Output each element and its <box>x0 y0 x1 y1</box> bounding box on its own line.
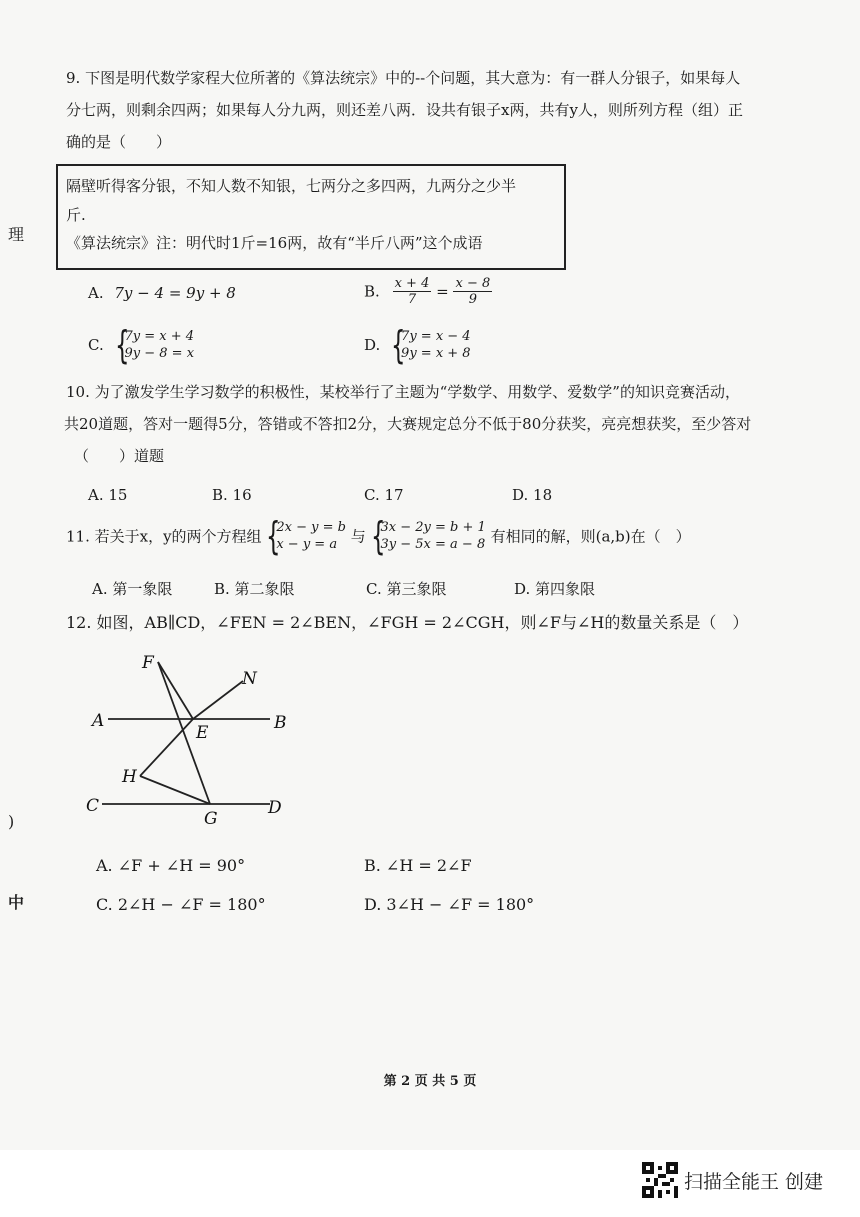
label-b: B <box>274 713 287 733</box>
option-label: D. <box>364 336 381 354</box>
qr-code-icon <box>642 1162 678 1198</box>
q10-line-3: （ ）道题 <box>74 447 165 465</box>
q9-option-b[interactable] <box>364 276 492 307</box>
q11-option-c[interactable]: C. 第三象限 <box>366 580 447 598</box>
q12-option-d[interactable]: D. 3∠H − ∠F = 180° <box>364 895 535 914</box>
q11-prefix: 11. 若关于x，y的两个方程组 <box>66 527 262 546</box>
numerator: x − 8 <box>455 276 491 291</box>
label-c: C <box>86 796 100 816</box>
equals-sign: = <box>436 282 449 301</box>
equation-row: 2x − y = b <box>276 520 346 535</box>
scanner-watermark <box>642 1162 823 1198</box>
equation-row: 3x − 2y = b + 1 <box>380 520 486 535</box>
equation-row: 3y − 5x = a − 8 <box>380 537 486 552</box>
watermark-text: 扫描全能王 创建 <box>684 1170 824 1193</box>
geometry-figure <box>80 648 320 838</box>
brace-icon: { <box>391 323 406 367</box>
numerator: x + 4 <box>394 276 430 291</box>
label-d: D <box>268 798 282 818</box>
label-f: F <box>142 653 154 673</box>
quote-note: 《算法统宗》注：明代时1斤=16两，故有“半斤八两”这个成语 <box>66 234 483 252</box>
option-label: A. <box>88 284 104 302</box>
q9-line-1: 9. 下图是明代数学家程大位所著的《算法统宗》中的--个问题，其大意为：有一群人分银子，如果每人 <box>66 69 741 87</box>
option-expr: 7y − 4 = 9y + 8 <box>114 284 236 302</box>
page-footer: 第 2 页 共 5 页 <box>383 1074 477 1089</box>
label-g: G <box>204 809 218 829</box>
question-11 <box>66 514 691 558</box>
q10-option-c[interactable]: C. 17 <box>364 486 404 504</box>
equation-row: 7y = x − 4 <box>401 329 471 344</box>
fraction-1 <box>393 276 432 307</box>
equation-row: 9y − 8 = x <box>124 346 195 361</box>
q10-line-2: 共20道题，答对一题得5分，答错或不答扣2分，大赛规定总分不低于80分获奖，亮亮想获奖，至少答对 <box>64 415 752 433</box>
label-e: E <box>196 723 209 743</box>
q12-stem: 12. 如图，AB∥CD，∠FEN = 2∠BEN，∠FGH = 2∠CGH，则∠F与∠H的数量关系是（ ） <box>66 613 749 632</box>
margin-char: 理 <box>8 225 25 244</box>
equation-system <box>391 323 471 367</box>
equation-system-1 <box>266 514 346 558</box>
q9-option-c[interactable] <box>88 323 195 367</box>
quote-line-1: 隔壁听得客分银，不知人数不知银，七两分之多四两，九两分之少半 <box>66 177 517 195</box>
label-n: N <box>242 669 257 689</box>
question-9 <box>66 62 796 158</box>
equation-row: 9y = x + 8 <box>401 346 471 361</box>
quote-line-2: 斤. <box>66 206 86 224</box>
margin-char: ) <box>8 812 15 831</box>
segment-hg <box>140 776 210 804</box>
label-h: H <box>122 767 137 787</box>
segment-eh <box>140 719 193 776</box>
q10-option-a[interactable]: A. 15 <box>88 486 128 504</box>
option-label: B. <box>364 282 380 301</box>
q10-option-d[interactable]: D. 18 <box>512 486 553 504</box>
q9-option-a[interactable] <box>88 284 236 302</box>
denominator: 9 <box>468 292 477 307</box>
brace-icon: { <box>266 514 281 558</box>
q11-option-d[interactable]: D. 第四象限 <box>514 580 596 598</box>
q12-option-a[interactable]: A. ∠F + ∠H = 90° <box>96 856 246 875</box>
brace-icon: { <box>114 323 130 367</box>
q11-option-a[interactable]: A. 第一象限 <box>92 580 173 598</box>
quote-box <box>56 164 566 270</box>
q11-mid: 与 <box>350 527 366 546</box>
q10-line-1: 10. 为了激发学生学习数学的积极性，某校举行了主题为“学数学、用数学、爱数学”的知识竞赛活动， <box>66 383 740 401</box>
option-label: C. <box>88 336 104 354</box>
q9-line-3: 确的是（ ） <box>66 133 172 151</box>
equation-system <box>114 323 195 367</box>
q11-suffix: 有相同的解，则(a,b)在（ ） <box>490 527 691 546</box>
q12-option-c[interactable]: C. 2∠H − ∠F = 180° <box>96 895 266 914</box>
equation-row: 7y = x + 4 <box>124 329 195 344</box>
brace-icon: { <box>370 514 386 558</box>
q9-line-2: 分七两，则剩余四两；如果每人分九两，则还差八两．设共有银子x两，共有y人，则所列方程（组）正 <box>66 101 743 119</box>
label-a: A <box>92 711 105 731</box>
q11-option-b[interactable]: B. 第二象限 <box>214 580 295 598</box>
equation-system-2 <box>370 514 486 558</box>
q12-option-b[interactable]: B. ∠H = 2∠F <box>364 856 472 875</box>
equation-row: x − y = a <box>276 537 338 552</box>
ray-en <box>193 681 243 719</box>
q9-option-d[interactable] <box>364 323 471 367</box>
question-10 <box>66 376 796 472</box>
fraction-2 <box>453 276 492 307</box>
denominator: 7 <box>407 292 417 307</box>
margin-char: 中 <box>8 893 25 912</box>
q10-option-b[interactable]: B. 16 <box>212 486 252 504</box>
